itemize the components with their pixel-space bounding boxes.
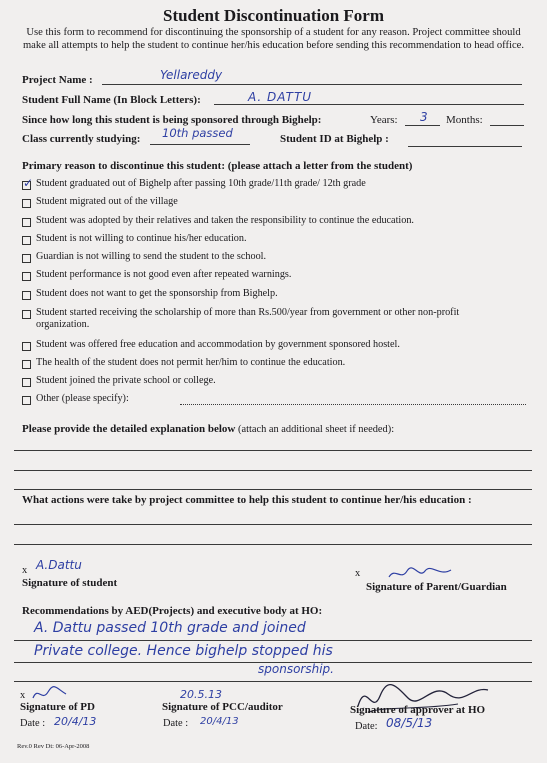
reason-checkbox[interactable] xyxy=(22,254,31,263)
reason-checkbox[interactable] xyxy=(22,199,31,208)
explanation-label-suffix: (attach an additional sheet if needed): xyxy=(238,424,395,435)
reason-checkbox[interactable] xyxy=(22,310,31,319)
reason-label: Student was offered free education and accommodation by government sponsored hostel. xyxy=(36,339,400,350)
class-value: 10th passed xyxy=(162,126,233,140)
explanation-label: Please provide the detailed explanation below xyxy=(22,423,236,435)
reason-label: Student was adopted by their relatives and taken the responsibility to continue the education. xyxy=(36,215,414,226)
class-label: Class currently studying: xyxy=(22,133,141,145)
student-signature: A.Dattu xyxy=(36,558,82,572)
reason-checkbox[interactable] xyxy=(22,272,31,281)
form-title: Student Discontinuation Form xyxy=(162,6,385,25)
reason-label: Other (please specify): xyxy=(36,393,129,404)
student-sig-prefix: x xyxy=(22,565,28,576)
pd-date-label: Date : xyxy=(20,718,46,729)
reason-checkbox[interactable] xyxy=(22,396,31,405)
reason-label: Guardian is not willing to send the student to the school. xyxy=(36,251,267,262)
student-id-line xyxy=(408,146,522,147)
reason-label: Student migrated out of the village xyxy=(36,196,178,207)
actions-line xyxy=(14,524,532,525)
reasons-heading: Primary reason to discontinue this student: (please attach a letter from the student) xyxy=(22,160,413,172)
parent-sig-prefix: x xyxy=(355,568,361,579)
years-label: Years: xyxy=(370,114,398,126)
student-sig-label: Signature of student xyxy=(22,577,118,589)
other-specify-line xyxy=(180,404,526,405)
project-name-label: Project Name : xyxy=(22,74,93,86)
since-label: Since how long this student is being sponsored through Bighelp: xyxy=(22,114,322,126)
form-intro: Use this form to recommend for discontinuing the sponsorship of a student for any reason. Project committee should make all attempts to help the student to continue her/his education before sending this recommendation to head office. xyxy=(22,27,525,51)
student-name-value: A. DATTU xyxy=(248,90,313,104)
explanation-line xyxy=(14,489,532,490)
approver-sig-label: Signature of approver at HO xyxy=(350,704,486,716)
years-line xyxy=(405,125,440,126)
pcc-signature-note: 20.5.13 xyxy=(180,688,222,701)
months-line xyxy=(490,125,524,126)
pd-sig-label: Signature of PD xyxy=(20,701,95,713)
recommendation-line-3: sponsorship. xyxy=(258,662,334,676)
reason-checkbox[interactable] xyxy=(22,218,31,227)
reason-label: Student is not willing to continue his/her education. xyxy=(36,233,247,244)
reason-item xyxy=(22,307,532,335)
revision-footer: Rev.0 Rev Dt: 06-Apr-2008 xyxy=(17,743,90,750)
reason-checkbox[interactable] xyxy=(22,236,31,245)
approver-date-label: Date: xyxy=(355,721,378,732)
explanation-line xyxy=(14,450,532,451)
explanation-line xyxy=(14,470,532,471)
pd-signature-icon xyxy=(30,684,70,702)
project-name-value: Yellareddy xyxy=(160,68,223,82)
student-id-label: Student ID at Bighelp : xyxy=(280,133,389,145)
recommendation-line-2: Private college. Hence bighelp stopped his xyxy=(34,643,333,659)
reason-label: The health of the student does not permit her/him to continue the education. xyxy=(36,357,346,368)
reason-label: Student performance is not good even after repeated warnings. xyxy=(36,269,292,280)
recommendation-rule xyxy=(14,640,532,641)
reason-label: Student joined the private school or college. xyxy=(36,375,216,386)
reason-checkbox[interactable] xyxy=(22,378,31,387)
actions-label: What actions were take by project committee to help this student to continue her/his education : xyxy=(22,494,472,506)
reason-label: Student graduated out of Bighelp after passing 10th grade/11th grade/ 12th grade xyxy=(36,178,366,189)
reason-label: Student does not want to get the sponsorship from Bighelp. xyxy=(36,288,278,299)
pcc-date-label: Date : xyxy=(163,718,189,729)
recommendations-label: Recommendations by AED(Projects) and executive body at HO: xyxy=(22,605,323,617)
actions-line xyxy=(14,544,532,545)
explanation-label-row xyxy=(22,423,394,435)
approver-date-value: 08/5/13 xyxy=(386,716,433,730)
reason-checkbox[interactable] xyxy=(22,360,31,369)
student-name-label: Student Full Name (In Block Letters): xyxy=(22,94,201,106)
project-name-line xyxy=(102,84,522,85)
student-name-line xyxy=(214,104,524,105)
class-line xyxy=(150,144,250,145)
parent-sig-label: Signature of Parent/Guardian xyxy=(366,581,507,593)
check-mark-icon: ✓ xyxy=(23,176,34,190)
months-label: Months: xyxy=(446,114,483,126)
pd-sig-prefix: x xyxy=(20,690,26,701)
reason-checkbox[interactable] xyxy=(22,291,31,300)
pcc-sig-label: Signature of PCC/auditor xyxy=(162,701,283,713)
pd-date-value: 20/4/13 xyxy=(54,715,97,728)
pcc-date-value: 20/4/13 xyxy=(200,716,239,727)
reason-label: Student started receiving the scholarship of more than Rs.500/year from government or other non-profit organization. xyxy=(36,307,460,330)
years-value: 3 xyxy=(420,110,428,124)
reason-checkbox[interactable] xyxy=(22,342,31,351)
reason-checkbox-checked[interactable] xyxy=(22,176,34,190)
recommendation-line-1: A. Dattu passed 10th grade and joined xyxy=(34,620,306,636)
